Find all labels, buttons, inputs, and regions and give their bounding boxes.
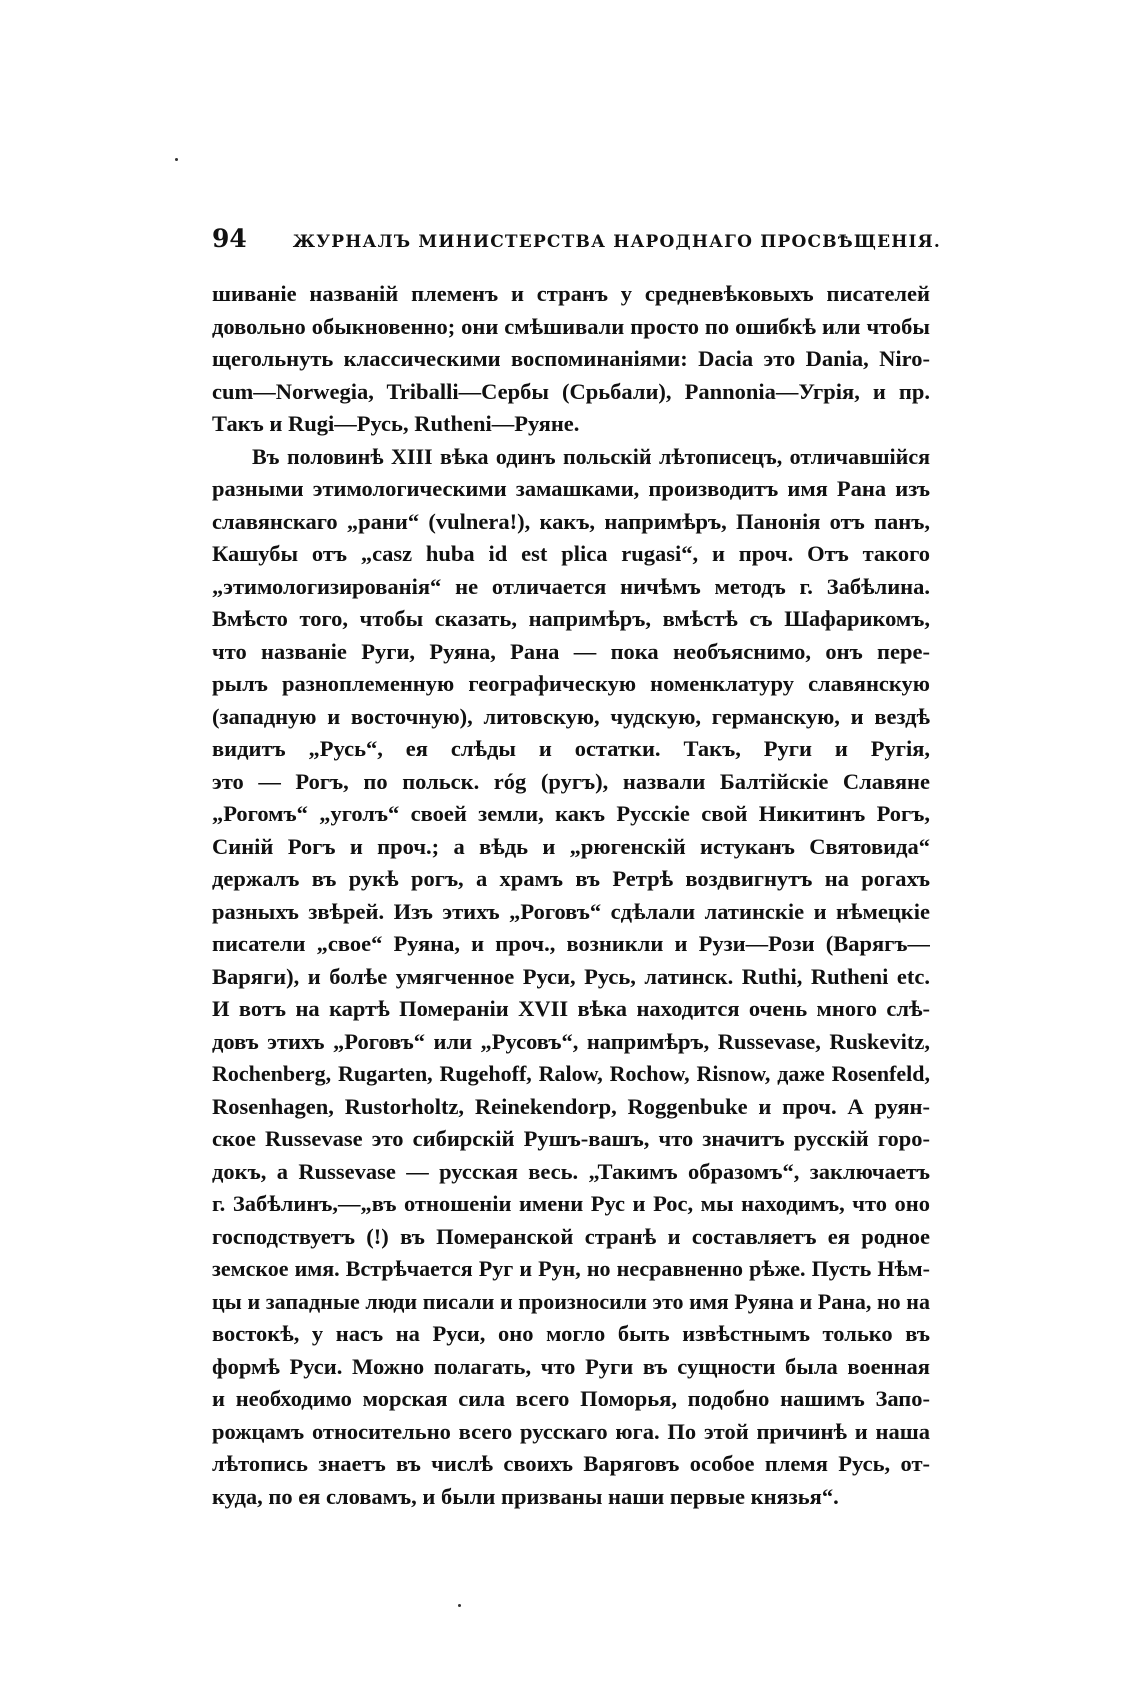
- text-line: cum—Norwegia, Triballi—Сербы (Срьбали), Pannonia—Угрія, и пр.: [212, 378, 930, 404]
- text-line: довольно обыкновенно; они смѣшивали просто по ошибкѣ или чтобы: [212, 313, 930, 339]
- text-line: разными этимологическими замашками, производитъ имя Рана изъ: [212, 476, 930, 501]
- text-line: довъ этихъ „Роговъ“ или „Русовъ“, напримѣръ, Russevase, Ruskevitz,: [212, 1028, 930, 1054]
- text-line: Въ половинѣ XIII вѣка одинъ польскій лѣтописецъ, отличавшійся: [252, 443, 930, 469]
- text-line: земское имя. Встрѣчается Руг и Рун, но несравненно рѣже. Пусть Нѣм-: [212, 1256, 930, 1281]
- text-line: господствуетъ (!) въ Померанской странѣ и составляетъ ея родное: [212, 1223, 930, 1249]
- page-header: [212, 224, 941, 260]
- text-line: Синій Рогъ и проч.; а вѣдь и „рюгенскій истуканъ Святовида“: [212, 833, 930, 859]
- text-line: писатели „свое“ Руяна, и проч., возникли и Рузи—Рози (Варягъ—: [212, 931, 930, 956]
- text-line: видитъ „Русь“, ея слѣды и остатки. Такъ, Руги и Ругія,: [212, 736, 930, 761]
- text-line: куда, по ея словамъ, и были призваны наши первые князья“.: [212, 1483, 839, 1509]
- text-line: Rosenhagen, Rustorholtz, Reinekendorp, Roggenbuke и проч. А руян-: [212, 1093, 930, 1119]
- text-line: шиваніе названій племенъ и странъ у средневѣковыхъ писателей: [212, 281, 930, 306]
- text-line: Кашубы отъ „casz huba id est plica rugasi“, и проч. Отъ такого: [212, 541, 930, 566]
- text-line: формѣ Руси. Можно полагать, что Руги въ сущности была военная: [212, 1353, 930, 1379]
- text-line: Такъ и Rugi—Русь, Rutheni—Руяне.: [212, 411, 580, 436]
- text-line: славянскаго „рани“ (vulnera!), какъ, напримѣръ, Панонія отъ панъ,: [212, 508, 930, 534]
- text-line: г. Забѣлинъ,—„въ отношеніи имени Рус и Рос, мы находимъ, что оно: [212, 1191, 930, 1216]
- text-line: „этимологизированія“ не отличается ничѣмъ методъ г. Забѣлина.: [212, 573, 930, 599]
- text-line: держалъ въ рукѣ рогъ, а храмъ въ Ретрѣ воздвигнутъ на рогахъ: [212, 866, 930, 891]
- text-line: что названіе Руги, Руяна, Рана — пока необъяснимо, онъ пере-: [212, 638, 930, 664]
- text-line: востокѣ, у насъ на Руси, оно могло быть извѣстнымъ только въ: [212, 1321, 930, 1346]
- text-line: лѣтопись знаетъ въ числѣ своихъ Варяговъ особое племя Русь, от-: [212, 1451, 930, 1476]
- text-line: ское Russevase это сибирскій Рушъ-вашъ, что значитъ русскій горо-: [212, 1126, 930, 1151]
- text-line: цы и западные люди писали и произносили это имя Руяна и Рана, но на: [212, 1288, 930, 1314]
- text-line: (западную и восточную), литовскую, чудскую, германскую, и вездѣ: [212, 703, 930, 729]
- text-line: разныхъ звѣрей. Изъ этихъ „Роговъ“ сдѣлали латинскіе и нѣмецкіе: [212, 898, 930, 924]
- text-line: И вотъ на картѣ Помераніи XVII вѣка находится очень много слѣ-: [212, 996, 930, 1021]
- text-line: „Рогомъ“ „уголъ“ своей земли, какъ Русскіе свой Никитинъ Рогъ,: [212, 801, 930, 826]
- text-line: рожцамъ относительно всего русскаго юга. По этой причинѣ и наша: [212, 1418, 930, 1444]
- text-line: Варяги), и болѣе умягченное Руси, Русь, латинск. Ruthi, Rutheni etc.: [212, 963, 930, 989]
- text-line: Rochenberg, Rugarten, Rugehoff, Ralow, Rochow, Risnow, даже Rosenfeld,: [212, 1061, 930, 1086]
- body-text: [212, 278, 930, 1513]
- text-line: щегольнуть классическими воспоминаніями: Dacia это Dania, Niro-: [212, 346, 930, 371]
- text-line: рылъ разноплеменную географическую номенклатуру славянскую: [212, 671, 930, 696]
- scan-speck: [458, 1604, 461, 1607]
- scan-speck: [175, 158, 178, 161]
- text-line: Вмѣсто того, чтобы сказать, напримѣръ, вмѣстѣ съ Шафарикомъ,: [212, 606, 930, 631]
- text-line: и необходимо морская сила всего Поморья, подобно нашимъ Запо-: [212, 1386, 930, 1411]
- text-line: это — Рогъ, по польск. róg (ругъ), назвали Балтійскіе Славяне: [212, 768, 930, 794]
- running-title: ЖУРНАЛЪ МИНИСТЕРСТВА НАРОДНАГО ПРОСВѢЩЕНІЯ.: [292, 232, 941, 252]
- page-number: 94: [212, 224, 247, 253]
- text-line: докъ, а Russevase — русская весь. „Такимъ образомъ“, заключаетъ: [212, 1158, 930, 1184]
